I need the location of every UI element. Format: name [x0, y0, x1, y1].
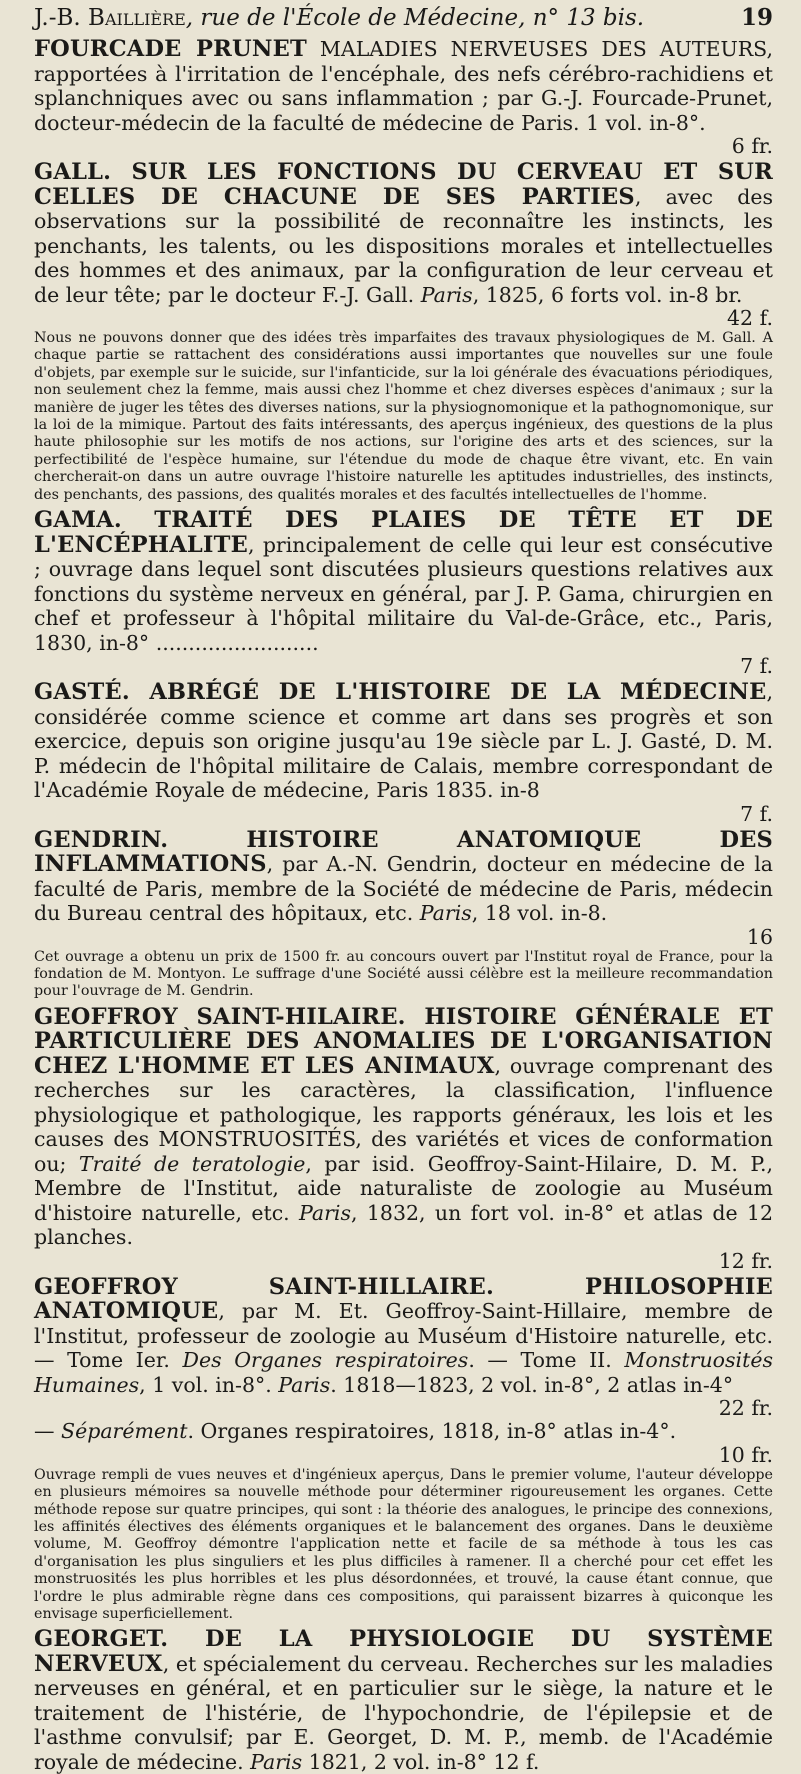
entry-price: 22 fr.: [718, 1396, 773, 1421]
separate-price: 10 fr.: [718, 1442, 773, 1467]
entry-price: 6 fr.: [731, 134, 773, 158]
entry-text: , avec des observations sur la possibilité de reconnaître les instincts, les penchants, les talents, ou les dispositions morales et intellectuelles des hommes et des animaux, par la configuration de leur cerveau et de leur tête; par le docteur F.-J. Gall.: [34, 184, 773, 307]
entry-imprint: 1821, 2 vol. in-8° 12 f.: [302, 1749, 540, 1774]
entry-place: Paris: [299, 1200, 352, 1225]
entry-text: , principalement de celle qui leur est consécutive ; ouvrage dans lequel sont discutées plusieurs questions relatives aux fonctions du système nerveux en général, par J. P. Gama, chirurgien en chef et professeur à l'hôpital militaire du Val-de-Grâce, etc., Paris, 1830, in-8° .........................: [34, 532, 773, 655]
entry-title: GEORGET. DE LA PHYSIOLOGIE DU SYSTÈME NERVEUX: [34, 1626, 773, 1677]
entry-description: [34, 160, 773, 307]
separate-label: Séparément: [61, 1419, 188, 1444]
separate-text: . Organes respiratoires, 1818, in-8° atlas in-4°.: [187, 1419, 677, 1444]
separate-dash: —: [34, 1419, 62, 1444]
entry-imprint: , 18 vol. in-8.: [471, 901, 608, 926]
entry-imprint: , 1832, un fort vol. in-8° et atlas de 12 planches.: [34, 1200, 773, 1250]
publisher-line: [34, 5, 644, 31]
entry-title: GENDRIN. HISTOIRE ANATOMIQUE DES INFLAMMATIONS: [34, 826, 773, 878]
entry-title: GAMA. TRAITÉ DES PLAIES DE TÊTE ET DE L'ENCÉPHALITE: [34, 507, 773, 558]
entry-price: 42 f.: [727, 306, 773, 330]
entry-description: [34, 828, 773, 926]
entry-place: Paris: [420, 282, 473, 307]
entry-price: 7 f.: [740, 801, 773, 826]
catalog-entry-geoffroy-histoire: [34, 1005, 773, 1272]
entry-text: , ouvrage comprenant des recherches sur les caractères, la classification, l'influence physiologique et pathologique, les rapports généraux, les lois et les causes des MONSTRUOSITÉS, des variétés et vices de conformation ou;: [34, 1053, 773, 1176]
entry-imprint: , 1825, 6 forts vol. in-8 br.: [472, 282, 743, 307]
entry-text: , considérée comme science et comme art dans ses progrès et son exercice, depuis son origine jusqu'au 19e siècle par L. J. Gasté, D. M. P. médecin de l'hôpital militaire de Calais, membre correspondant de l'Académie Royale de médecine, Paris 1835. in-8: [34, 680, 773, 803]
entry-description: [34, 1627, 773, 1774]
entry-place: Paris: [250, 1749, 303, 1774]
entry-text-continued: , par isid. Geoffroy-Saint-Hilaire, D. M. P., Membre de l'Institut, aide naturaliste de zoologie au Muséum d'histoire naturelle, etc.: [34, 1151, 774, 1225]
entry-imprint: . 1818—1823, 2 vol. in-8°, 2 atlas in-4°: [330, 1372, 734, 1397]
entry-note: Nous ne pouvons donner que des idées très imparfaites des travaux physiologiques de M. Gall. A chaque partie se rattachent des considérations aussi importantes que nouvelles sur une foule d'objets, par exemple sur le suicide, sur l'infanticide, sur la loi générale des évacuations périodiques, non seulement chez la femme, mais aussi chez l'homme et chez diverses espèces d'animaux ; sur la manière de juger les têtes des diverses nations, sur la physiognomonique et la pathognomonique, sur la loi de la mimique. Partout des faits intéressants, des aperçus ingénieux, des questions de la plus haute philosophie sur les motifs de nos actions, sur l'origine des arts et des sciences, sur la perfectibilité de l'espèce humaine, sur l'étendue du mode de chaque être vivant, etc. En vain chercherait-on dans un autre ouvrage l'histoire naturelle les aptitudes industrielles, des instincts, des penchants, des passions, des qualités morales et des facultés intellectuelles de l'homme.: [34, 330, 773, 503]
entry-description: [34, 680, 773, 803]
catalog-entry-gaste: [34, 680, 773, 825]
entry-text: , par M. Et. Geoffroy-Saint-Hillaire, membre de l'Institut, professeur de zoologie au Muséum d'Histoire naturelle, etc. — Tome Ier.: [34, 1299, 773, 1373]
entry-description: [34, 37, 773, 135]
catalog-entry-gendrin: [34, 828, 773, 1001]
entry-description: [34, 508, 773, 655]
entry-title: GEOFFROY SAINT-HILAIRE. HISTOIRE GÉNÉRALE ET PARTICULIÈRE DES ANOMALIES DE L'ORGANISATION CHEZ L'HOMME ET LES ANIMAUX: [34, 1003, 773, 1079]
entry-separate-edition: [34, 1419, 773, 1444]
catalog-entry-gama: [34, 508, 773, 677]
entry-title: GALL. SUR LES FONCTIONS DU CERVEAU ET SUR CELLES DE CHACUNE DE SES PARTIES: [34, 159, 773, 210]
entry-description: [34, 1275, 773, 1398]
page-number: 19: [740, 4, 773, 31]
entry-title: FOURCADE PRUNET: [34, 36, 307, 62]
entry-italic-title: Traité de teratologie: [78, 1151, 306, 1176]
running-header: [34, 4, 773, 31]
catalog-entry-georget: [34, 1627, 773, 1774]
entry-note: Cet ouvrage a obtenu un prix de 1500 fr. au concours ouvert par l'Institut royal de France, pour la fondation de M. Montyon. Le suffrage d'une Société aussi célèbre est la meilleure recommandation pour l'ouvrage de M. Gendrin.: [34, 948, 773, 1000]
catalog-entry-geoffroy-philosophie: [34, 1275, 773, 1624]
entry-text: , par A.-N. Gendrin, docteur en médecine de la faculté de Paris, membre de la Société de médecine de Paris, médecin du Bureau central des hôpitaux, etc.: [34, 852, 773, 926]
entry-text: , et spécialement du cerveau. Recherches sur les maladies nerveuses en général, et en particulier sur le siège, la nature et le traitement de l'histérie, de l'hypochondrie, de l'épilepsie et de l'asthme convulsif; par E. Georget, D. M. P., memb. de l'Académie royale de médecine.: [34, 1651, 773, 1774]
entry-description: [34, 1005, 773, 1250]
entry-italic-title-2: Monstruosités Humaines: [34, 1348, 773, 1397]
entry-text-continued-2: , 1 vol. in-8°.: [139, 1372, 279, 1397]
publisher-address: , rue de l'École de Médecine, n° 13 bis.: [185, 5, 645, 31]
catalog-entry-gall: [34, 160, 773, 504]
catalog-entry-fourcade: [34, 37, 773, 157]
entry-price: 7 f.: [740, 654, 773, 679]
entry-place: Paris: [278, 1372, 331, 1397]
entry-note: Ouvrage rempli de vues neuves et d'ingénieux aperçus, Dans le premier volume, l'auteur développe en plusieurs mémoires sa nouvelle méthode pour déterminer rigoureusement les organes. Cette méthode repose sur quatre principes, qui sont : la théorie des analogues, le principe des connexions, les affinités électives des éléments organiques et le balancement des organes. Dans le deuxième volume, M. Geoffroy démontre l'application nette et facile de sa méthode à tous les cas d'organisation les plus singuliers et les plus difficiles à ramener. Il a cherché pour cet effet les monstruosités les plus horribles et les plus désordonnées, et trouvé, la cause étant connue, que l'ordre le plus admirable règne dans ces compositions, qui paraissent bizarres à quiconque les envisage superficiellement.: [34, 1466, 773, 1623]
entry-price: 12 fr.: [718, 1248, 773, 1273]
entry-italic-title: Des Organes respiratoires: [182, 1348, 469, 1373]
entry-text: MALADIES NERVEUSES DES AUTEURS, rapportées à l'irritation de l'encéphale, des nefs cérébro-rachidiens et splanchniques avec ou sans inflammation ; par G.-J. Fourcade-Prunet, docteur-médecin de la faculté de médecine de Paris. 1 vol. in-8°.: [34, 37, 774, 135]
publisher-name: J.-B. Baillière: [34, 5, 186, 31]
entry-price: 16: [746, 924, 773, 949]
entry-place: Paris: [419, 901, 472, 926]
entry-title: GASTÉ. ABRÉGÉ DE L'HISTOIRE DE LA MÉDECINE: [34, 679, 767, 706]
entry-text-continued: . — Tome II.: [468, 1348, 625, 1373]
entry-title: GEOFFROY SAINT-HILLAIRE. PHILOSOPHIE ANATOMIQUE: [34, 1273, 773, 1325]
